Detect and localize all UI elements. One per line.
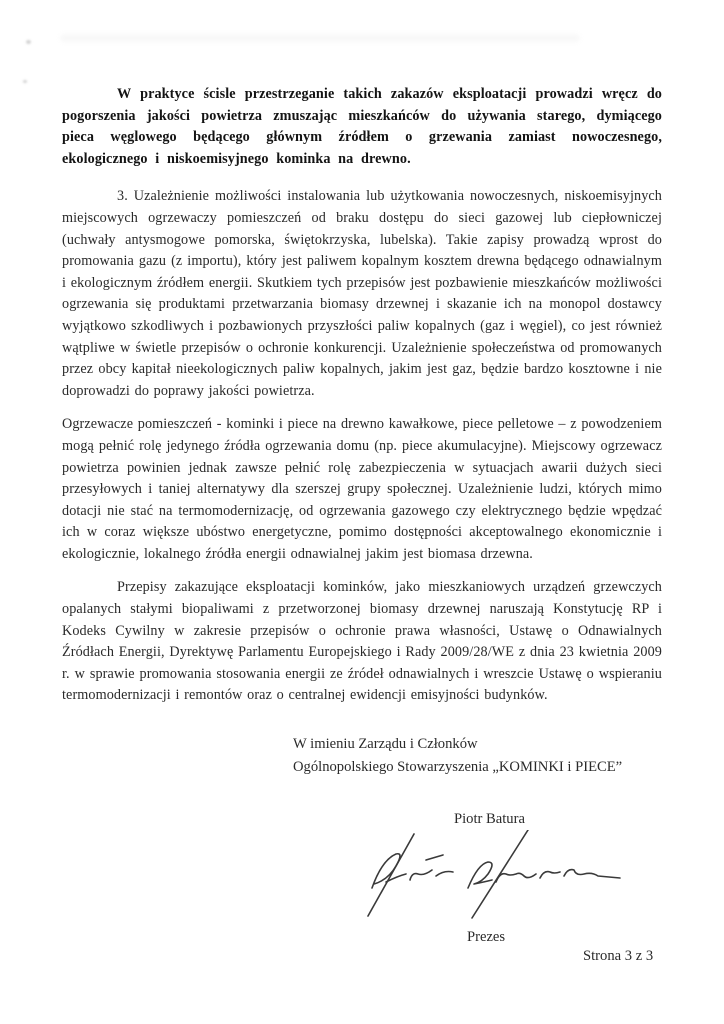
paragraph-heaters: Ogrzewacze pomieszczeń - kominki i piece na drewno kawałkowe, piece pelletowe – z powodzeniem mogą pełnić rolę jedynego źródła ogrzewania domu (np. piece akumulacyjne). Miejscowy ogrzewacz powietrza powinien jednak zawsze pełnić rolę zabezpieczenia w sytuacjach awarii dużych sieci przesyłowych i taniej alternatywy dla szerszej grupy społecznej. Uzależnienie ludzi, których mimo dotacji nie stać na termomodernizację, od ogrzewania gazowego czy elektrycznego będzie wpędzać ich w coraz większe ubóstwo energetyczne, pomimo dostępności akceptowalnego ekonomicznie i ekologicznie, lokalnego źródła energii odnawialnej jakim jest biomasa drzewna. [62, 416, 662, 562]
closing-line-1: W imieniu Zarządu i Członków [293, 736, 478, 753]
paragraph-legal: Przepisy zakazujące eksploatacji kominków, jako mieszkaniowych urządzeń grzewczych opalanych stałymi biopaliwami z przetworzonej biomasy drzewnej naruszają Konstytucję RP i Kodeks Cywilny w zakresie przepisów o ochronie prawa własności, Ustawę o Odnawialnych Źródłach Energii, Dyrektywę Parlamentu Europejskiego i Rady 2009/28/WE z dnia 23 kwietnia 2009 r. w sprawie promowania stosowania energii ze źródeł odnawialnych i wreszcie Ustawę o wspieraniu termomodernizacji i remontów oraz o centralnej ewidencji emisyjności budynków. [62, 579, 662, 704]
paragraph-intro-bold: W praktyce ścisle przestrzeganie takich zakazów eksploatacji prowadzi wręcz do pogorszenia jakości powietrza zmuszając mieszkańców do używania starego, dymiącego pieca węglowego będącego głównym źródłem o grzewania zamiast nowoczesnego, ekologicznego i niskoemisyjnego kominka na drewno. [62, 86, 662, 167]
scan-artifact-dot [26, 40, 31, 44]
closing-block [293, 733, 662, 779]
closing-line-2: Ogólnopolskiego Stowarzyszenia „KOMINKI i PIECE” [293, 759, 623, 776]
paragraph-point-3: 3. Uzależnienie możliwości instalowania lub użytkowania nowoczesnych, niskoemisyjnych miejscowych ogrzewaczy pomieszczeń od braku dostępu do sieci gazowej lub ciepłowniczej (uchwały antysmogowe pomorska, świętokrzyska, lubelska). Takie zapisy prowadzą wprost do promowania gazu (z importu), który jest paliwem kopalnym kosztem drewna będącego odnawialnym i ekologicznym źródłem energii. Skutkiem tych przepisów jest pozbawienie mieszkańców możliwości ogrzewania się produktami przetwarzania biomasy drzewnej i skazanie ich na monopol dostawcy wyjątkowo szkodliwych i pozbawionych przyszłości paliw kopalnych (gaz i węgiel), co jest również wątpliwe w świetle przepisów o ochronie konkurencji. Uzależnienie społeczeństwa od promowanych przez obcy kapitał nieekologicznych paliw kopalnych, jakim jest gaz, będzie bardzo kosztowne i nie doprowadzi do poprawy jakości powietrza. [62, 188, 662, 399]
signatory-title: Prezes [467, 929, 506, 946]
scan-artifact-dot [23, 80, 27, 83]
signatory-name: Piotr Batura [454, 811, 525, 828]
handwritten-signature [346, 830, 626, 920]
page-number: Strona 3 z 3 [583, 948, 654, 964]
document-page [62, 0, 662, 946]
